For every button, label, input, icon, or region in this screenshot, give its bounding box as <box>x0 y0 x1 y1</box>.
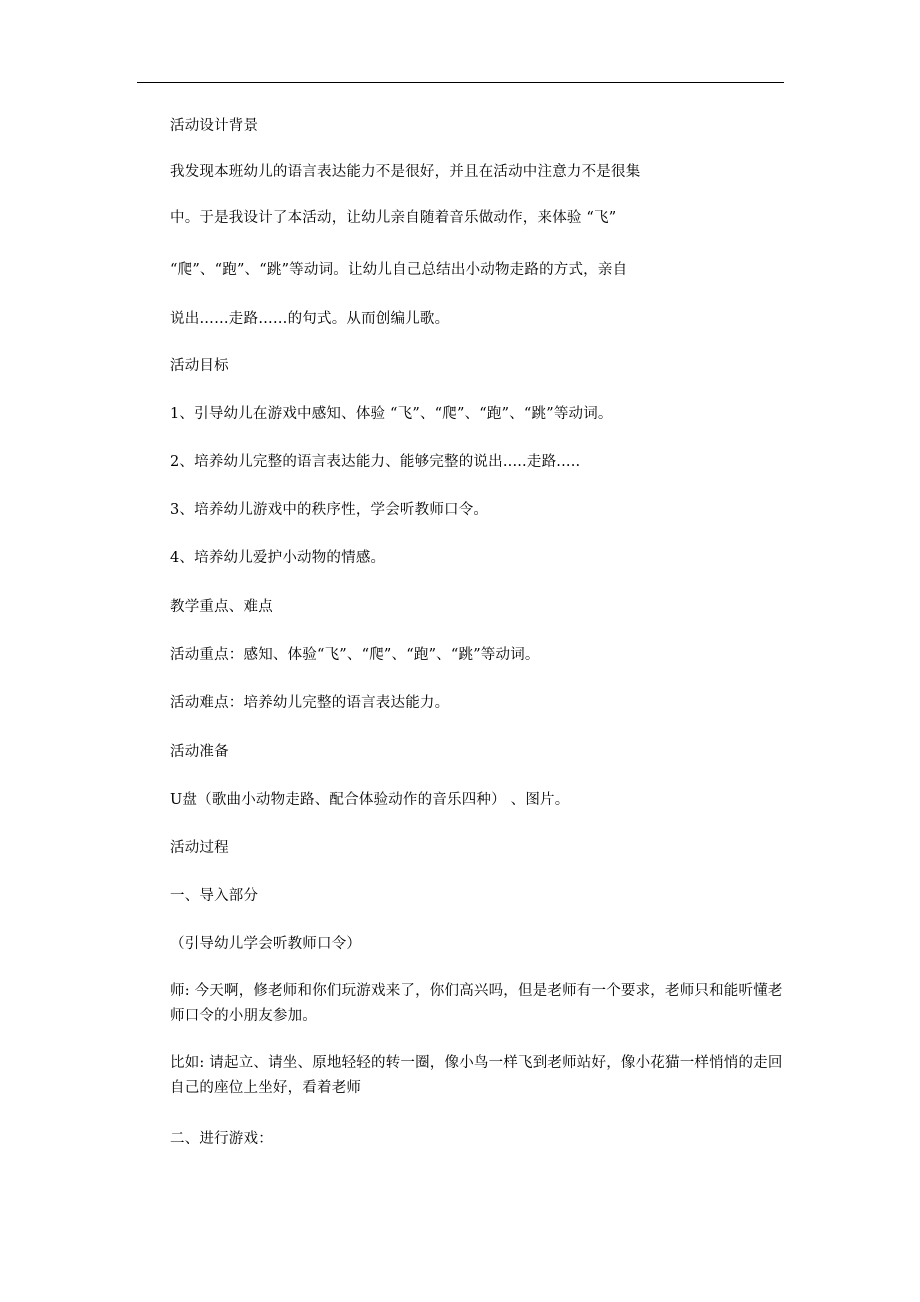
goal-item-1: 1、引导幼儿在游戏中感知、体验 “飞”、“爬”、“跑”、“跳”等动词。 <box>170 406 613 422</box>
prep-text: U盘（歌曲小动物走路、配合体验动作的音乐四种） 、图片。 <box>170 792 570 808</box>
part1-heading: 一、导入部分 <box>170 888 259 904</box>
goal-item-3: 3、培养幼儿游戏中的秩序性，学会听教师口令。 <box>170 502 489 518</box>
part1-subheading: （引导幼儿学会听教师口令） <box>170 936 362 952</box>
prep-heading: 活动准备 <box>170 744 229 760</box>
background-line-2: 中。于是我设计了本活动，让幼儿亲自随着音乐做动作，来体验 “飞” <box>170 210 617 226</box>
part2-heading: 二、进行游戏： <box>170 1131 273 1147</box>
process-heading: 活动过程 <box>170 840 229 856</box>
background-line-1: 我发现本班幼儿的语言表达能力不是很好，并且在活动中注意力不是很集 <box>170 164 641 180</box>
background-heading: 活动设计背景 <box>170 118 259 134</box>
background-line-3: “爬”、“跑”、“跳”等动词。让幼儿自己总结出小动物走路的方式，亲自 <box>170 262 628 278</box>
goals-heading: 活动目标 <box>170 358 229 374</box>
header-rule <box>137 82 784 83</box>
teacher-paragraph: 师: 今天啊，修老师和你们玩游戏来了，你们高兴吗，但是老师有一个要求，老师只和能听懂老师口令的小朋友参加。 <box>170 983 783 1024</box>
goal-item-2: 2、培养幼儿完整的语言表达能力、能够完整的说出.....走路..... <box>170 454 581 470</box>
focus-heading: 教学重点、难点 <box>170 599 273 615</box>
goal-item-4: 4、培养幼儿爱护小动物的情感。 <box>170 550 386 566</box>
background-line-4: 说出……走路……的句式。从而创编儿歌。 <box>170 311 450 327</box>
example-paragraph: 比如: 请起立、请坐、原地轻轻的转一圈，像小鸟一样飞到老师站好，像小花猫一样悄悄的走回自己的座位上坐好，看着老师 <box>170 1055 783 1096</box>
focus-key-point: 活动重点：感知、体验“飞”、“爬”、“跑”、“跳”等动词。 <box>170 647 540 663</box>
focus-difficulty: 活动难点：培养幼儿完整的语言表达能力。 <box>170 695 450 711</box>
